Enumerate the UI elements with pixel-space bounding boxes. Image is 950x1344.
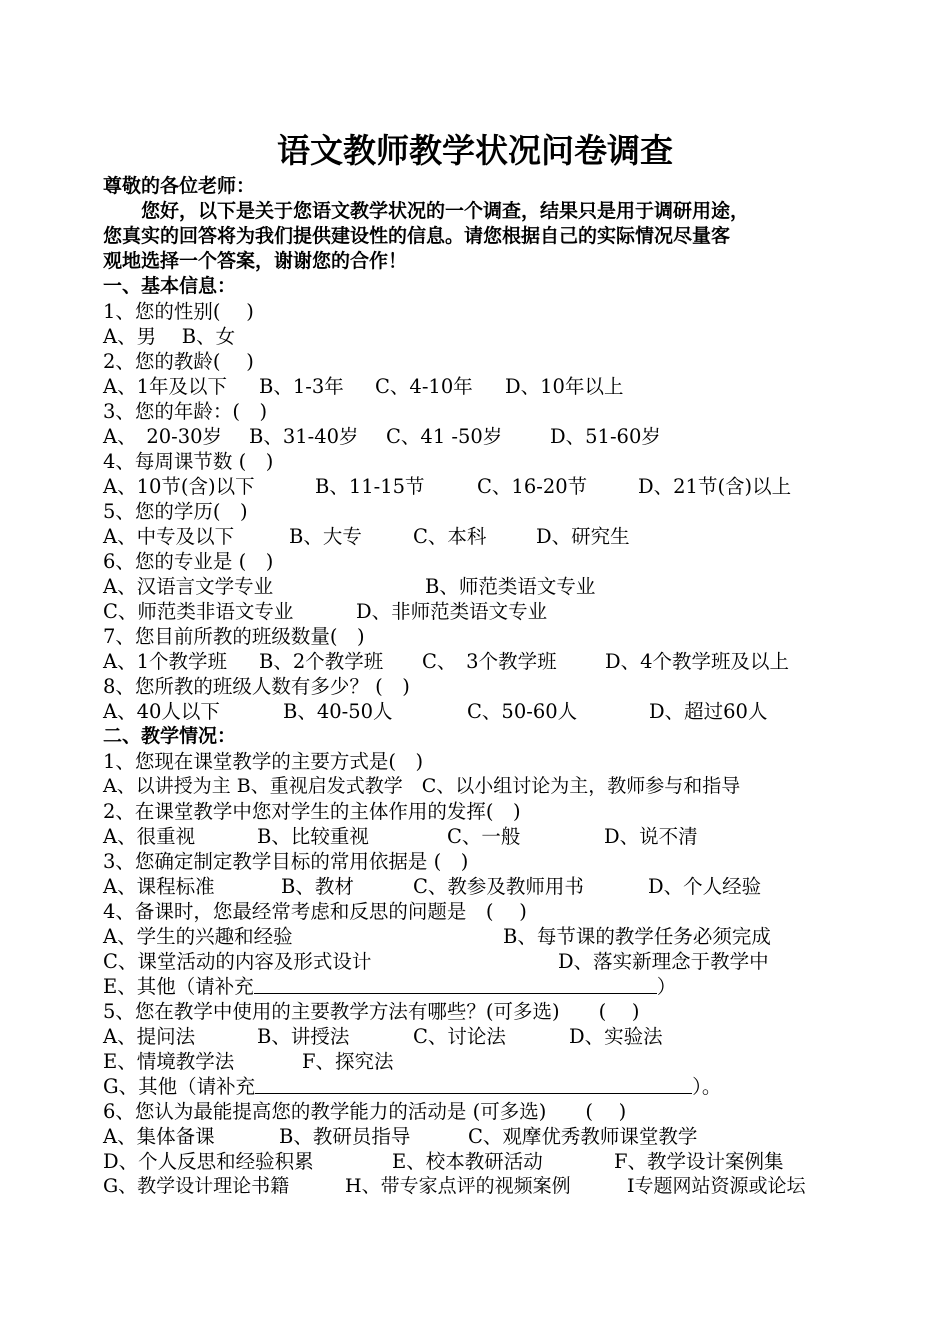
- option-g: G、教学设计理论书籍: [103, 1175, 290, 1197]
- question-teaching-years: 2、您的教龄( ): [103, 350, 254, 373]
- close-paren: ）: [656, 975, 677, 998]
- options-ability-activities-row-3: [103, 1174, 863, 1199]
- option-b: B、大专: [289, 525, 362, 548]
- option-d: D、21节(含)以上: [638, 475, 792, 498]
- options-class-count: [103, 649, 863, 674]
- question-education: 5、您的学历( ): [103, 500, 248, 523]
- option-d: D、非师范类语文专业: [356, 600, 548, 623]
- option-i: I专题网站资源或论坛: [627, 1175, 806, 1197]
- option-c: C、讨论法: [413, 1025, 506, 1048]
- options-teaching-years: [103, 374, 863, 399]
- option-c: C、4-10年: [375, 375, 473, 398]
- option-b: B、11-15节: [315, 475, 425, 498]
- option-h: H、带专家点评的视频案例: [345, 1175, 571, 1197]
- options-teaching-methods-row-1: [103, 1024, 863, 1049]
- option-b: B、比较重视: [257, 825, 369, 848]
- options-education: [103, 524, 863, 549]
- option-c: C、观摩优秀教师课堂教学: [468, 1125, 698, 1148]
- question-gender: 1、您的性别( ): [103, 300, 254, 323]
- question-student-role: 2、在课堂教学中您对学生的主体作用的发挥( ): [103, 800, 521, 823]
- question-objective-basis: 3、您确定制定教学目标的常用依据是 ( ): [103, 850, 469, 873]
- options-major-row-2: [103, 599, 863, 624]
- option-b: B、1-3年: [259, 375, 344, 398]
- question-major: 6、您的专业是 ( ): [103, 550, 274, 573]
- option-a: A、 20-30岁: [103, 425, 223, 448]
- options-age: [103, 424, 863, 449]
- intro-line-2: 您真实的回答将为我们提供建设性的信息。请您根据自己的实际情况尽量客: [103, 225, 731, 247]
- option-d: D、个人经验: [648, 875, 762, 898]
- option-d: D、研究生: [536, 525, 630, 548]
- options-teaching-mode: A、以讲授为主 B、重视启发式教学 C、以小组讨论为主，教师参与和指导: [103, 775, 741, 797]
- option-a: A、10节(含)以下: [103, 475, 255, 498]
- fill-in-blank[interactable]: [254, 974, 657, 994]
- option-g-other: [103, 1074, 721, 1099]
- options-major-row-1: [103, 574, 863, 599]
- question-teaching-mode: 1、您现在课堂教学的主要方式是( ): [103, 750, 424, 773]
- option-b: B、教材: [281, 875, 354, 898]
- option-c: C、师范类非语文专业: [103, 600, 294, 623]
- options-lesson-prep-row-1: [103, 924, 863, 949]
- option-a: A、提问法: [103, 1025, 196, 1048]
- question-teaching-methods: 5、您在教学中使用的主要教学方法有哪些？(可多选) ( ): [103, 1000, 640, 1023]
- option-c: C、本科: [413, 525, 487, 548]
- option-d: D、4个教学班及以上: [605, 650, 790, 673]
- question-class-count: 7、您目前所教的班级数量( ): [103, 625, 365, 648]
- option-a: A、汉语言文学专业: [103, 575, 274, 598]
- option-d: D、10年以上: [505, 375, 624, 398]
- intro-line-3: 观地选择一个答案，谢谢您的合作！: [103, 250, 408, 272]
- options-weekly-periods: [103, 474, 863, 499]
- fill-in-blank[interactable]: [255, 1074, 692, 1094]
- option-d: D、51-60岁: [550, 425, 661, 448]
- option-c: C、一般: [447, 825, 521, 848]
- option-c: C、教参及教师用书: [413, 875, 584, 898]
- question-lesson-prep: 4、备课时，您最经常考虑和反思的问题是 ( ): [103, 900, 527, 923]
- option-c: C、 3个教学班: [422, 650, 557, 673]
- option-a: A、中专及以下: [103, 525, 235, 548]
- option-b: B、教研员指导: [279, 1125, 411, 1148]
- option-b: B、每节课的教学任务必须完成: [503, 925, 771, 948]
- section-heading-teaching: 二、教学情况：: [103, 725, 237, 747]
- option-c: C、16-20节: [477, 475, 588, 498]
- section-heading-basic-info: 一、基本信息：: [103, 275, 237, 297]
- options-lesson-prep-row-2: [103, 949, 863, 974]
- option-c: C、50-60人: [467, 700, 578, 723]
- option-a: A、课程标准: [103, 875, 215, 898]
- option-e: E、校本教研活动: [392, 1150, 543, 1173]
- question-ability-activities: 6、您认为最能提高您的教学能力的活动是 (可多选) ( ): [103, 1100, 627, 1123]
- option-b: B、40-50人: [283, 700, 393, 723]
- document-title: 语文教师教学状况问卷调查: [277, 131, 673, 170]
- option-e-label: E、其他（请补充: [103, 975, 254, 998]
- option-c: C、课堂活动的内容及形式设计: [103, 950, 372, 973]
- option-d: D、落实新理念于教学中: [558, 950, 769, 973]
- option-d: D、实验法: [569, 1025, 663, 1048]
- close-paren: ）。: [692, 1075, 722, 1098]
- option-g-label: G、其他（请补充: [103, 1075, 256, 1098]
- option-a: A、集体备课: [103, 1125, 215, 1148]
- options-objective-basis: [103, 874, 863, 899]
- options-class-size: [103, 699, 863, 724]
- options-student-role: [103, 824, 863, 849]
- option-e-other: [103, 974, 676, 999]
- option-b: B、讲授法: [257, 1025, 350, 1048]
- option-b: B、2个教学班: [259, 650, 384, 673]
- option-d: D、超过60人: [649, 700, 768, 723]
- option-d: D、说不清: [604, 825, 698, 848]
- intro-line-1: 您好，以下是关于您语文教学状况的一个调查，结果只是用于调研用途，: [103, 200, 750, 222]
- options-ability-activities-row-2: [103, 1149, 863, 1174]
- option-a: A、很重视: [103, 825, 196, 848]
- options-gender: A、男 B、女: [103, 325, 236, 348]
- option-e: E、情境教学法: [103, 1050, 235, 1073]
- option-a: A、1年及以下: [103, 375, 227, 398]
- option-c: C、41 -50岁: [386, 425, 503, 448]
- options-teaching-methods-row-2: [103, 1049, 863, 1074]
- option-f: F、探究法: [302, 1050, 394, 1073]
- option-a: A、学生的兴趣和经验: [103, 925, 293, 948]
- question-class-size: 8、您所教的班级人数有多少？ ( ): [103, 675, 410, 698]
- question-weekly-periods: 4、每周课节数 ( ): [103, 450, 274, 473]
- greeting: 尊敬的各位老师：: [103, 175, 256, 197]
- option-f: F、教学设计案例集: [614, 1150, 784, 1173]
- question-age: 3、您的年龄：( ): [103, 400, 268, 423]
- option-d: D、个人反思和经验积累: [103, 1150, 314, 1173]
- option-b: B、31-40岁: [249, 425, 359, 448]
- option-a: A、40人以下: [103, 700, 220, 723]
- option-a: A、1个教学班: [103, 650, 227, 673]
- option-b: B、师范类语文专业: [425, 575, 596, 598]
- options-ability-activities-row-1: [103, 1124, 863, 1149]
